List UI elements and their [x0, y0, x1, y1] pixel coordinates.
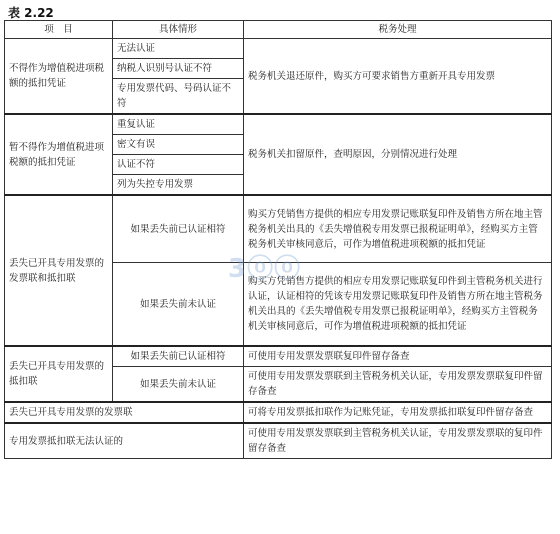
row-treatment: 税务机关退还原件，购买方可要求销售方重新开具专用发票 [244, 39, 552, 115]
row-treatment: 可使用专用发票发票联到主管税务机关认证，专用发票发票联复印件留存备查 [244, 367, 552, 403]
table-row [5, 39, 552, 59]
row-treatment: 可使用专用发票发票联复印件留存备查 [244, 346, 552, 367]
row-item: 丢失已开具专用发票的发票联和抵扣联 [5, 195, 113, 346]
row-item: 暂不得作为增值税进项税额的抵扣凭证 [5, 114, 113, 195]
row-situation: 如果丢失前已认证相符 [113, 195, 244, 263]
table-header-row [5, 21, 552, 39]
row-treatment: 税务机关扣留原件，查明原因，分别情况进行处理 [244, 114, 552, 195]
row-item: 专用发票抵扣联无法认证的 [5, 423, 244, 459]
row-situation: 如果丢失前未认证 [113, 367, 244, 403]
table-row [5, 195, 552, 263]
header-situation: 具体情形 [113, 21, 244, 39]
table-row [5, 402, 552, 423]
site-watermark: 3ⓞⓞ [228, 254, 302, 284]
row-treatment: 可使用专用发票发票联到主管税务机关认证，专用发票发票联的复印件留存备查 [244, 423, 552, 459]
row-situation: 如果丢失前已认证相符 [113, 346, 244, 367]
table-caption: 表 2.22 [8, 6, 54, 20]
row-situation: 认证不符 [113, 155, 244, 175]
row-situation: 专用发票代码、号码认证不符 [113, 79, 244, 115]
row-situation: 密文有误 [113, 135, 244, 155]
row-item: 丢失已开具专用发票的发票联 [5, 402, 244, 423]
table-row [5, 114, 552, 135]
row-situation: 纳税人识别号认证不符 [113, 59, 244, 79]
header-item: 项 目 [5, 21, 113, 39]
row-situation: 如果丢失前未认证 [113, 263, 244, 347]
row-item: 不得作为增值税进项税额的抵扣凭证 [5, 39, 113, 115]
row-treatment: 购买方凭销售方提供的相应专用发票记账联复印件到主管税务机关进行认证，认证相符的凭该专用发票记账联复印件及销售方所在地主管税务机关出具的《丢失增值税专用发票已报税证明单》，经购买方主管税务机关审核同意后，可作为增值税进项税额的抵扣凭证 [244, 263, 552, 347]
row-situation: 列为失控专用发票 [113, 175, 244, 196]
row-treatment: 购买方凭销售方提供的相应专用发票记账联复印件及销售方所在地主管税务机关出具的《丢失增值税专用发票已报税证明单》，经购买方主管税务机关审核同意后，可作为增值税进项税额的抵扣凭证 [244, 195, 552, 263]
row-situation: 无法认证 [113, 39, 244, 59]
row-situation: 重复认证 [113, 114, 244, 135]
table-row [5, 423, 552, 459]
row-item: 丢失已开具专用发票的抵扣联 [5, 346, 113, 402]
header-treatment: 税务处理 [244, 21, 552, 39]
row-treatment: 可将专用发票抵扣联作为记账凭证，专用发票抵扣联复印件留存备查 [244, 402, 552, 423]
tax-treatment-table [4, 20, 552, 459]
table-row [5, 346, 552, 367]
